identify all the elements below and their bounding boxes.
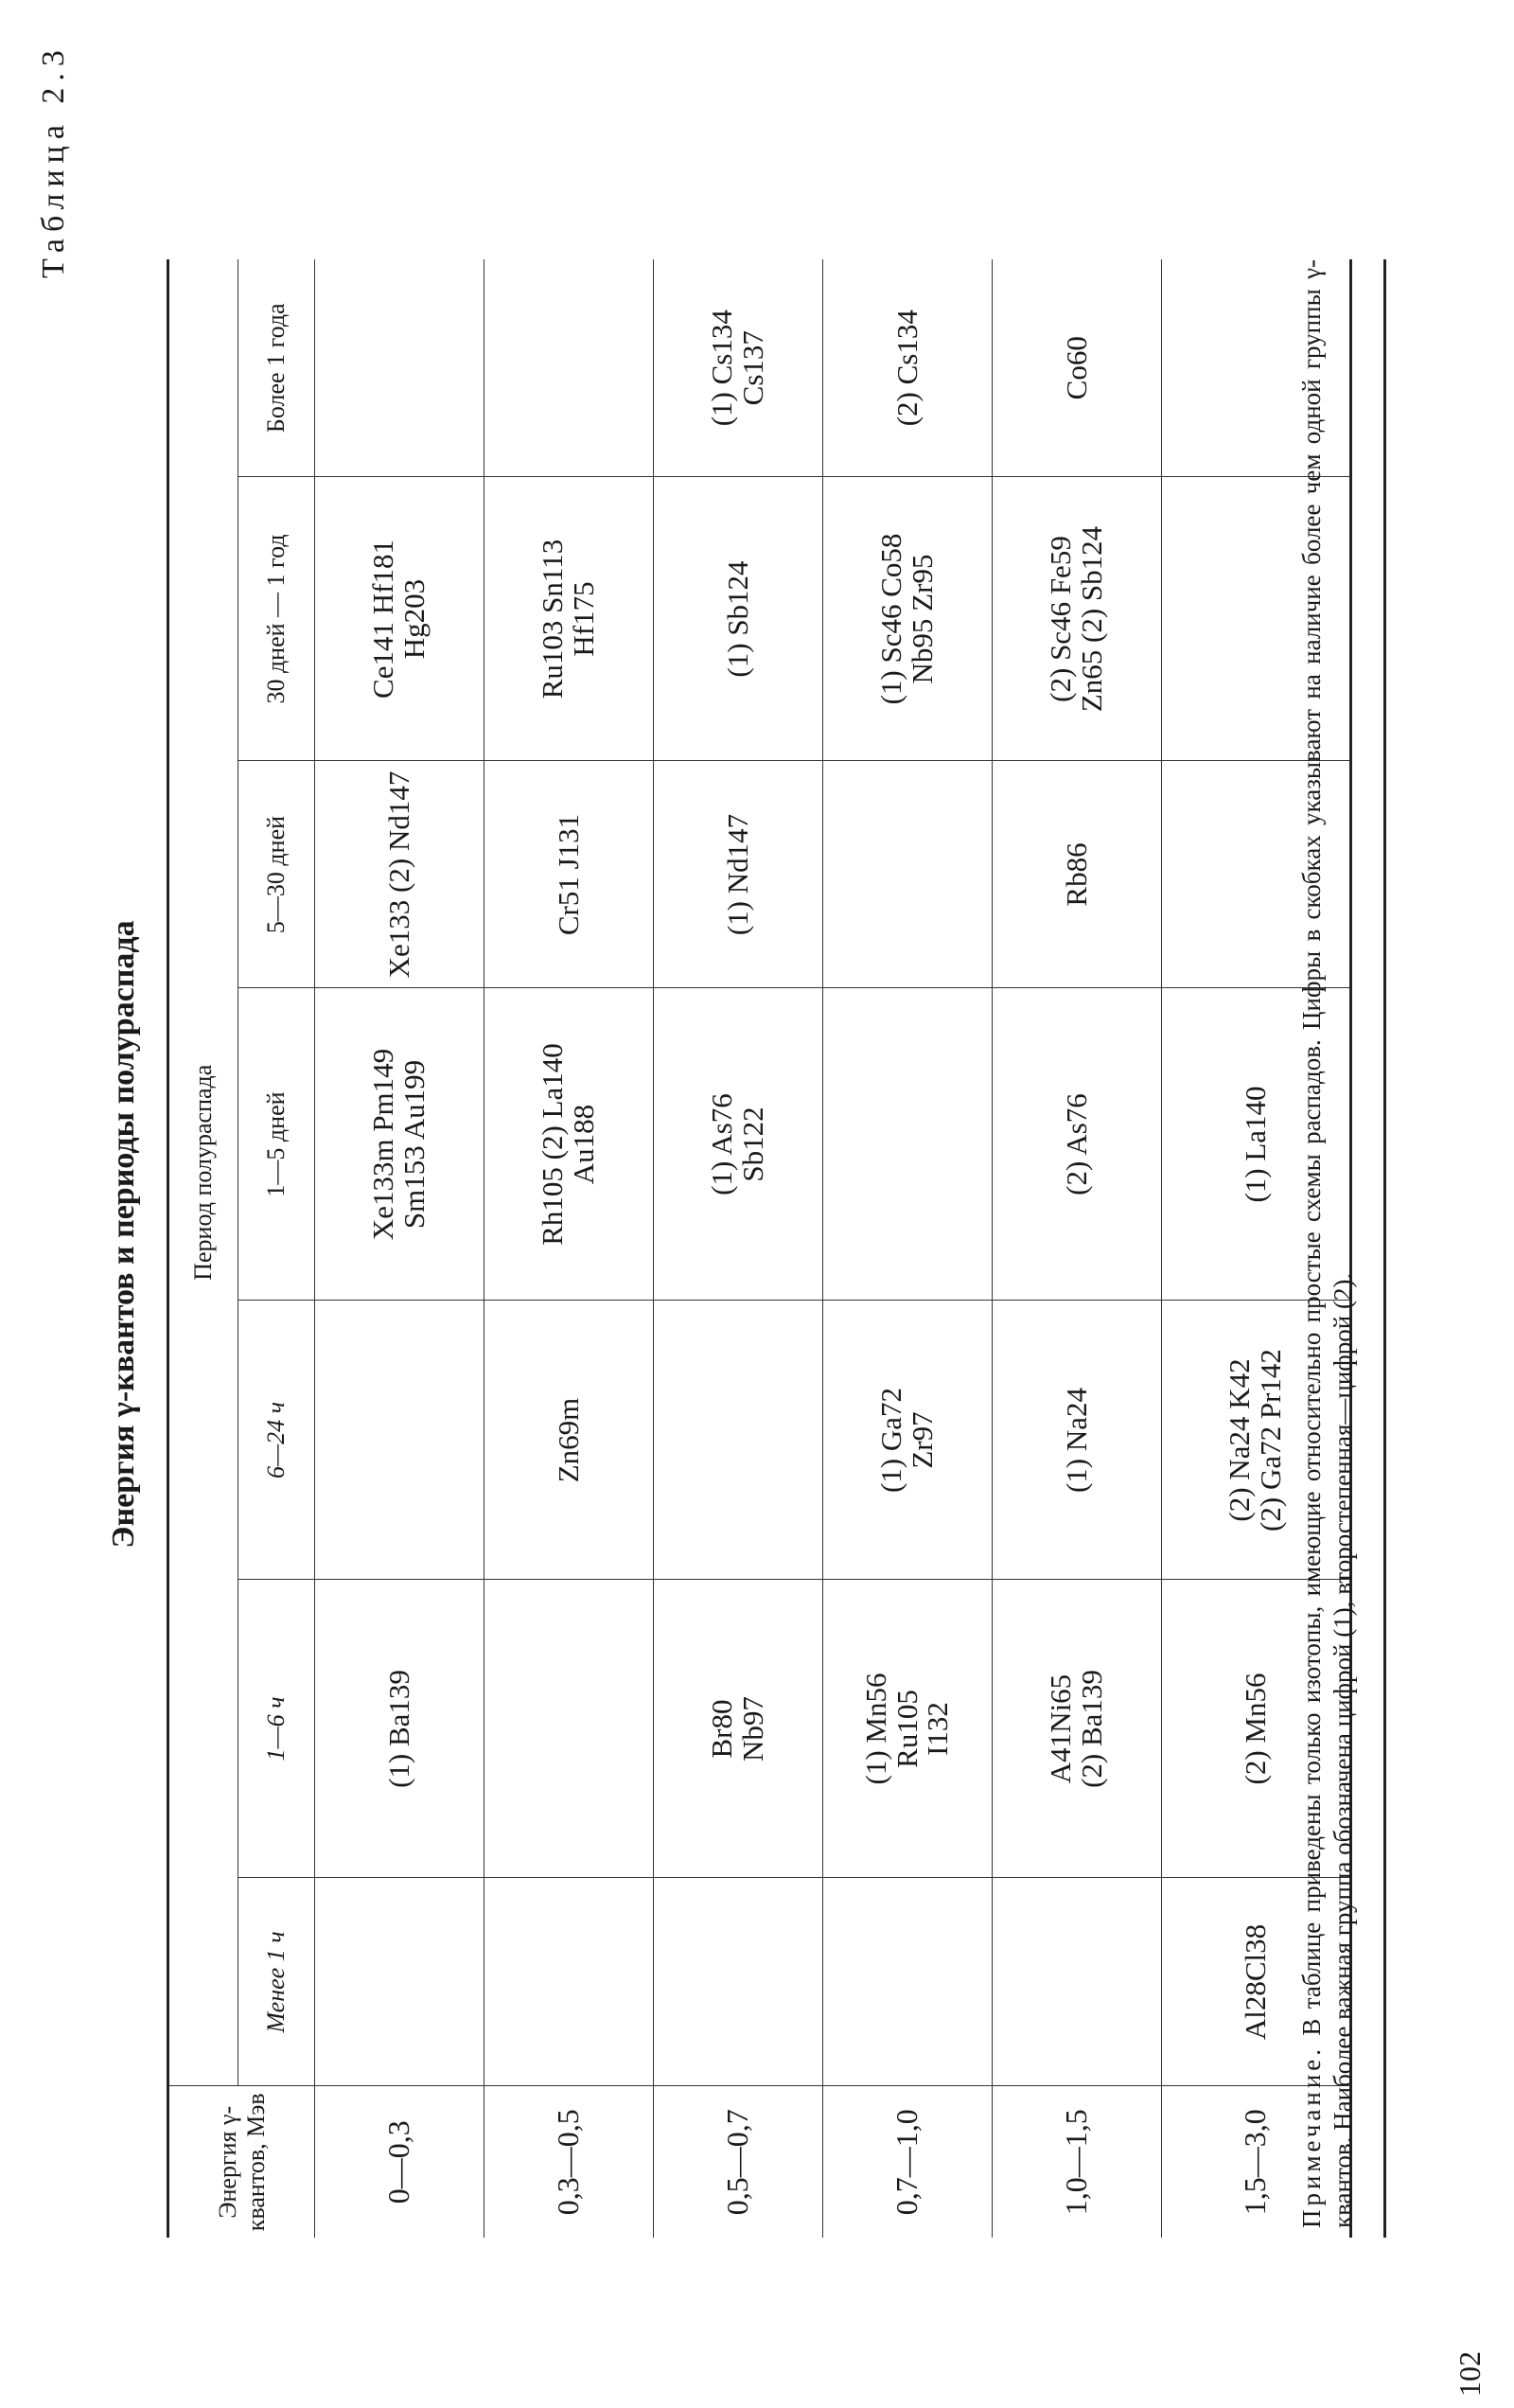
isotope-line: Co60	[1059, 336, 1093, 400]
isotope-cell	[993, 1580, 1162, 1878]
isotope-cell	[993, 1301, 1162, 1580]
isotope-line: (1) As76	[705, 1093, 739, 1195]
isotope-line: (1) Cs134	[705, 310, 739, 427]
isotope-table	[167, 259, 1352, 2238]
table-row	[315, 259, 484, 2238]
isotope-cell	[484, 988, 654, 1301]
isotope-line: (2) Cs134	[889, 310, 924, 427]
period-header-4: 1—5 дней	[238, 988, 315, 1301]
isotope-cell	[993, 477, 1162, 761]
period-header-5: 5—30 дней	[238, 761, 315, 988]
period-header-1: Менее 1 ч	[238, 1878, 315, 2086]
isotope-cell	[484, 1301, 654, 1580]
isotope-cell	[654, 1301, 823, 1580]
isotope-line: Hf175	[567, 581, 600, 657]
energy-cell: 1,0—1,5	[993, 2086, 1162, 2238]
isotope-cell	[315, 1301, 484, 1580]
footnote	[1296, 259, 1359, 2228]
isotope-line: (1) Ga72	[874, 1387, 908, 1494]
energy-cell: 0,7—1,0	[823, 2086, 993, 2238]
isotope-line: Cs137	[736, 330, 769, 406]
energy-column-header: Энергия γ-квантов, Мэв	[168, 2086, 315, 2238]
isotope-line: (1) Nd147	[720, 813, 754, 936]
isotope-line: (2) As76	[1059, 1093, 1093, 1195]
bottom-rule	[1383, 259, 1386, 2238]
isotope-cell	[484, 1878, 654, 2086]
table-row	[654, 259, 823, 2238]
isotope-line: Hg203	[397, 578, 431, 660]
isotope-cell	[823, 761, 993, 988]
isotope-line: Ru105	[889, 1690, 924, 1768]
isotope-cell	[315, 477, 484, 761]
isotope-cell	[993, 1878, 1162, 2086]
isotope-line: (2) Ga72 Pr142	[1254, 1349, 1287, 1532]
period-header-3: 6—24 ч	[238, 1301, 315, 1580]
isotope-cell	[315, 761, 484, 988]
table-body	[315, 259, 1351, 2238]
isotope-cell	[484, 761, 654, 988]
energy-cell: 0—0,3	[315, 2086, 484, 2238]
isotope-line: (2) Ba139	[1075, 1670, 1108, 1788]
isotope-line: Rh105 (2) La140	[536, 1043, 570, 1246]
period-header-6: 30 дней — 1 год	[238, 477, 315, 761]
isotope-line: Zn65 (2) Sb124	[1075, 525, 1108, 713]
isotope-cell	[484, 477, 654, 761]
isotope-cell	[315, 1580, 484, 1878]
isotope-line: Ce141 Hf181	[366, 540, 400, 699]
isotope-cell	[654, 1580, 823, 1878]
isotope-cell	[993, 761, 1162, 988]
isotope-line: Br80	[705, 1699, 739, 1759]
isotope-cell	[315, 1878, 484, 2086]
isotope-line: Ru103 Sn113	[536, 539, 570, 699]
isotope-line: (2) Na24 K42	[1223, 1358, 1257, 1522]
isotope-cell	[654, 761, 823, 988]
isotope-line: I132	[921, 1702, 955, 1756]
isotope-line: (1) Mn56	[859, 1673, 893, 1785]
isotope-cell	[823, 1301, 993, 1580]
isotope-cell	[315, 988, 484, 1301]
isotope-line: (1) Ba139	[381, 1670, 415, 1788]
energy-cell: 0,5—0,7	[654, 2086, 823, 2238]
isotope-line: A41Ni65	[1044, 1673, 1078, 1784]
isotope-line: (2) Mn56	[1238, 1673, 1272, 1785]
isotope-cell	[484, 259, 654, 477]
isotope-cell	[823, 259, 993, 477]
period-header-2: 1—6 ч	[238, 1580, 315, 1878]
isotope-cell	[993, 259, 1162, 477]
isotope-line: Rb86	[1059, 842, 1093, 907]
isotope-line: Au188	[567, 1104, 600, 1185]
isotope-line: Zr97	[906, 1411, 939, 1469]
table-label: Таблица 2.3	[36, 44, 71, 278]
page-number: 102	[1452, 2351, 1487, 2397]
energy-cell: 1,5—3,0	[1162, 2086, 1351, 2238]
isotope-line: (1) Sc46 Co58	[874, 533, 908, 705]
isotope-line: Cr51 J131	[551, 813, 585, 936]
isotope-cell	[654, 1878, 823, 2086]
isotope-cell	[993, 988, 1162, 1301]
isotope-line: (2) Sc46 Fe59	[1044, 536, 1078, 702]
isotope-cell	[823, 1878, 993, 2086]
isotope-cell	[823, 1580, 993, 1878]
isotope-cell	[484, 1580, 654, 1878]
isotope-cell	[654, 259, 823, 477]
isotope-line: Xe133 (2) Nd147	[381, 770, 415, 979]
footnote-text: В таблице приведены только изотопы, имеющие относительно простые схемы распадов. Цифры в скобках указывают на наличие более чем одной группы γ-квантов. Наиболее важная группа обозначена цифрой (1), второстепенная—цифрой (2).	[1297, 259, 1357, 2228]
table-row	[993, 259, 1162, 2238]
period-group-header: Период полураспада	[168, 259, 238, 2086]
isotope-line: Zn69m	[551, 1397, 585, 1483]
isotope-cell	[823, 988, 993, 1301]
isotope-cell	[654, 988, 823, 1301]
isotope-cell	[654, 477, 823, 761]
isotope-line: Al28Cl38	[1238, 1923, 1272, 2041]
isotope-line: Sm153 Au199	[397, 1059, 431, 1230]
table-row	[823, 259, 993, 2238]
energy-cell: 0,3—0,5	[484, 2086, 654, 2238]
isotope-line: Xe133m Pm149	[366, 1048, 400, 1241]
footnote-label: Примечание.	[1297, 2045, 1326, 2228]
table-row	[484, 259, 654, 2238]
isotope-line: (1) Sb124	[720, 560, 754, 678]
isotope-line: (1) La140	[1238, 1086, 1272, 1203]
isotope-line: Nb97	[736, 1696, 769, 1762]
isotope-line: Nb95 Zr95	[906, 554, 939, 684]
isotope-line: Sb122	[736, 1107, 769, 1182]
isotope-cell	[823, 477, 993, 761]
isotope-cell	[315, 259, 484, 477]
table-title: Энергия γ-квантов и периоды полураспада	[106, 920, 141, 1549]
period-header-7: Более 1 года	[238, 259, 315, 477]
isotope-line: (1) Na24	[1059, 1387, 1093, 1494]
